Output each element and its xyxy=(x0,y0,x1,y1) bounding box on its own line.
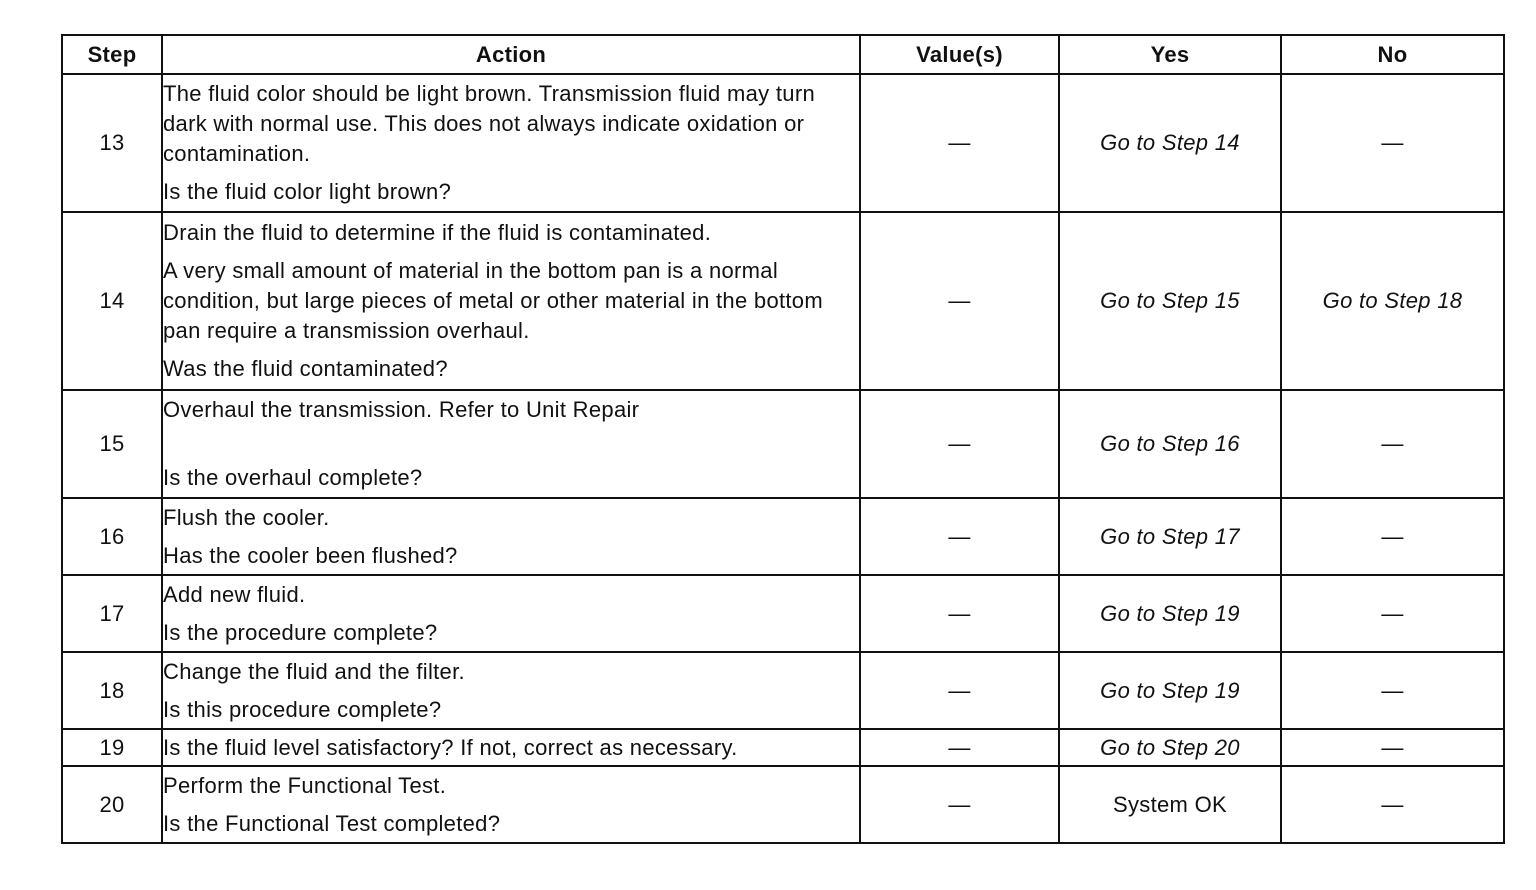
step-number: 17 xyxy=(62,575,162,652)
table-row xyxy=(62,766,1504,843)
header-action: Action xyxy=(162,35,860,74)
action-question: Is the fluid level satisfactory? If not, correct as necessary. xyxy=(163,734,738,760)
table-row xyxy=(62,74,1504,212)
yes-cell: Go to Step 16 xyxy=(1059,390,1281,498)
header-values: Value(s) xyxy=(860,35,1059,74)
action-instruction: Flush the cooler. xyxy=(163,504,330,530)
value-cell: — xyxy=(860,575,1059,652)
table-row xyxy=(62,212,1504,390)
action-question: Is this procedure complete? xyxy=(163,696,442,722)
action-cell xyxy=(162,498,860,575)
action-instruction: Overhaul the transmission. Refer to Unit Repair xyxy=(163,397,640,422)
action-cell xyxy=(162,575,860,652)
action-cell xyxy=(162,652,860,729)
no-cell: — xyxy=(1281,498,1504,575)
action-instruction: Add new fluid. xyxy=(163,581,306,607)
action-question: Is the overhaul complete? xyxy=(163,465,423,490)
no-cell: — xyxy=(1281,575,1504,652)
no-cell: — xyxy=(1281,766,1504,843)
step-number: 20 xyxy=(62,766,162,843)
step-number: 18 xyxy=(62,652,162,729)
table-row xyxy=(62,390,1504,498)
action-instruction: Drain the fluid to determine if the fluid is contaminated. xyxy=(163,220,712,245)
yes-cell: Go to Step 14 xyxy=(1059,74,1281,212)
no-cell: — xyxy=(1281,390,1504,498)
action-question: Is the Functional Test completed? xyxy=(163,810,501,836)
yes-cell: Go to Step 17 xyxy=(1059,498,1281,575)
value-cell: — xyxy=(860,212,1059,390)
action-instruction: The fluid color should be light brown. Transmission fluid may turn dark with normal use. This does not always indicate oxidation or contamination. xyxy=(163,81,815,166)
action-note: A very small amount of material in the bottom pan is a normal condition, but large pieces of metal or other material in the bottom pan require a transmission overhaul. xyxy=(163,258,823,343)
step-number: 19 xyxy=(62,729,162,766)
value-cell: — xyxy=(860,390,1059,498)
value-cell: — xyxy=(860,766,1059,843)
value-cell: — xyxy=(860,729,1059,766)
yes-cell: Go to Step 19 xyxy=(1059,652,1281,729)
yes-cell: System OK xyxy=(1059,766,1281,843)
table-row xyxy=(62,652,1504,729)
action-cell xyxy=(162,729,860,766)
value-cell: — xyxy=(860,498,1059,575)
table-row xyxy=(62,575,1504,652)
step-number: 15 xyxy=(62,390,162,498)
action-instruction: Perform the Functional Test. xyxy=(163,772,447,798)
header-no: No xyxy=(1281,35,1504,74)
action-question: Has the cooler been flushed? xyxy=(163,542,458,568)
diagnostic-table xyxy=(61,34,1505,844)
no-cell: — xyxy=(1281,729,1504,766)
value-cell: — xyxy=(860,652,1059,729)
step-number: 16 xyxy=(62,498,162,575)
step-number: 13 xyxy=(62,74,162,212)
table-row xyxy=(62,729,1504,766)
action-cell xyxy=(162,74,860,212)
yes-cell: Go to Step 15 xyxy=(1059,212,1281,390)
yes-cell: Go to Step 19 xyxy=(1059,575,1281,652)
action-instruction: Change the fluid and the filter. xyxy=(163,658,465,684)
value-cell: — xyxy=(860,74,1059,212)
action-cell xyxy=(162,212,860,390)
header-yes: Yes xyxy=(1059,35,1281,74)
no-cell: Go to Step 18 xyxy=(1281,212,1504,390)
action-cell xyxy=(162,390,860,498)
header-step: Step xyxy=(62,35,162,74)
yes-cell: Go to Step 20 xyxy=(1059,729,1281,766)
action-question: Is the fluid color light brown? xyxy=(163,179,452,204)
no-cell: — xyxy=(1281,652,1504,729)
header-row xyxy=(62,35,1504,74)
action-cell xyxy=(162,766,860,843)
action-question: Was the fluid contaminated? xyxy=(163,356,448,381)
no-cell: — xyxy=(1281,74,1504,212)
step-number: 14 xyxy=(62,212,162,390)
action-question: Is the procedure complete? xyxy=(163,619,438,645)
table-row xyxy=(62,498,1504,575)
